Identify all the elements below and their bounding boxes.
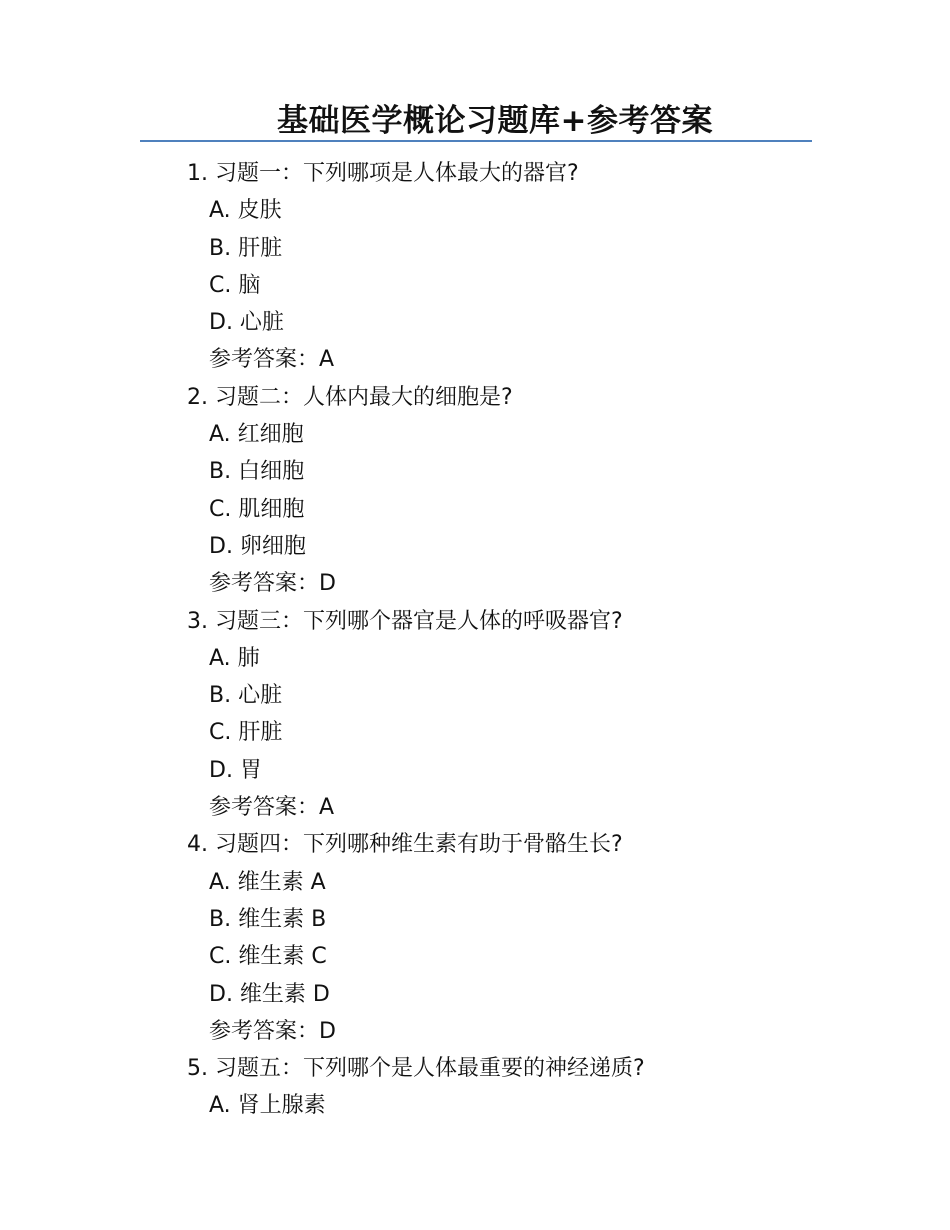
question-4-option-a: A. 维生素 A	[209, 869, 326, 895]
question-4	[0, 826, 950, 863]
question-text: 习题二：人体内最大的细胞是?	[215, 384, 513, 410]
question-text: 习题三：下列哪个器官是人体的呼吸器官?	[215, 608, 623, 634]
question-text: 习题一：下列哪项是人体最大的器官?	[215, 161, 579, 186]
question-2-option-a: A. 红细胞	[209, 422, 304, 448]
question-3-option-d: D. 胃	[209, 757, 262, 783]
question-3-answer: 参考答案：A	[209, 795, 335, 821]
document-title	[140, 100, 812, 142]
document-title-text: 基础医学概论习题库+参考答案	[277, 103, 713, 139]
question-number: 2.	[187, 384, 208, 410]
question-1-option-b: B. 肝脏	[209, 235, 283, 261]
question-4-option-c: C. 维生素 C	[209, 944, 327, 970]
question-text: 习题五：下列哪个是人体最重要的神经递质?	[215, 1056, 645, 1082]
question-1	[0, 155, 950, 192]
question-3-option-b: B. 心脏	[209, 683, 283, 709]
question-4-answer: 参考答案：D	[209, 1018, 336, 1044]
question-1-option-a: A. 皮肤	[209, 198, 282, 224]
question-1-option-d: D. 心脏	[209, 310, 284, 336]
question-number: 5.	[187, 1056, 208, 1082]
question-number: 3.	[187, 608, 208, 634]
question-5	[0, 1050, 950, 1087]
question-4-option-d: D. 维生素 D	[209, 981, 330, 1007]
question-3-option-a: A. 肺	[209, 645, 260, 671]
question-2-option-c: C. 肌细胞	[209, 496, 305, 522]
question-2-option-b: B. 白细胞	[209, 459, 305, 485]
question-4-option-b: B. 维生素 B	[209, 906, 327, 932]
question-5-option-a: A. 肾上腺素	[209, 1093, 326, 1119]
question-2-answer: 参考答案：D	[209, 571, 336, 597]
question-number: 4.	[187, 832, 208, 858]
question-3	[0, 603, 950, 640]
question-2-option-d: D. 卵细胞	[209, 533, 306, 559]
question-1-option-c: C. 脑	[209, 272, 261, 298]
question-2	[0, 379, 950, 416]
question-number: 1.	[187, 161, 208, 186]
question-1-answer: 参考答案：A	[209, 347, 335, 373]
question-3-option-c: C. 肝脏	[209, 720, 283, 746]
question-list	[0, 155, 950, 1125]
question-text: 习题四：下列哪种维生素有助于骨骼生长?	[215, 832, 623, 858]
